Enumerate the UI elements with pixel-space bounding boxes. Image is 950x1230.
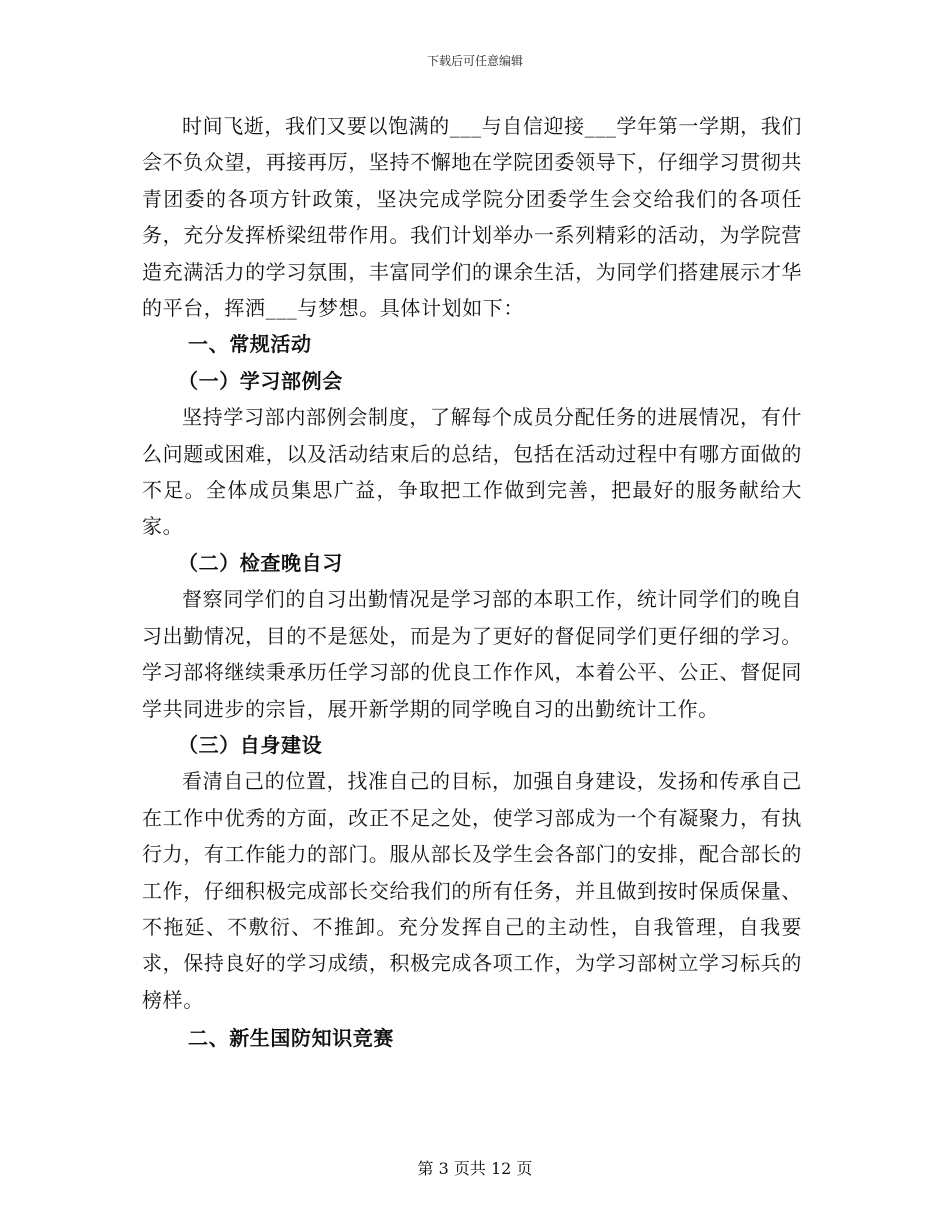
subsection-heading-evening-study-check: （二）检查晚自习: [178, 550, 343, 575]
paragraph-evening-study-check: 督察同学们的自习出勤情况是学习部的本职工作，统计同学们的晚自习出勤情况，目的不是惩处，而是为了更好的督促同学们更仔细的学习。学习部将继续秉承历任学习部的优良工作作风，本着公平、公正、督促同学共同进步的宗旨，展开新学期的同学晚自习的出勤统计工作。: [142, 587, 802, 721]
subsection-heading-department-meeting: （一）学习部例会: [178, 368, 343, 393]
paragraph-department-meeting: 坚持学习部内部例会制度，了解每个成员分配任务的进展情况，有什么问题或困难，以及活动结束后的总结，包括在活动过程中有哪方面做的不足。全体成员集思广益，争取把工作做到完善，把最好的服务献给大家。: [142, 405, 802, 539]
intro-paragraph: 时间飞逝，我们又要以饱满的___与自信迎接___学年第一学期，我们会不负众望，再接再厉，坚持不懈地在学院团委领导下，仔细学习贯彻共青团委的各项方针政策，坚决完成学院分团委学生会交给我们的各项任务，充分发挥桥梁纽带作用。我们计划举办一系列精彩的活动，为学院营造充满活力的学习氛围，丰富同学们的课余生活，为同学们搭建展示才华的平台，挥洒___与梦想。具体计划如下：: [142, 114, 802, 321]
section-heading-routine-activities: 一、常规活动: [188, 332, 312, 357]
subsection-heading-self-development: （三）自身建设: [178, 732, 323, 757]
page-number: 第 3 页共 12 页: [417, 1159, 533, 1178]
section-heading-defense-quiz: 二、新生国防知识竞赛: [188, 1026, 394, 1051]
paragraph-self-development: 看清自己的位置，找准自己的目标，加强自身建设，发扬和传承自己在工作中优秀的方面，改正不足之处，使学习部成为一个有凝聚力，有执行力，有工作能力的部门。服从部长及学生会各部门的安排，配合部长的工作，仔细积极完成部长交给我们的所有任务，并且做到按时保质保量、不拖延、不敷衍、不推卸。充分发挥自己的主动性，自我管理，自我要求，保持良好的学习成绩，积极完成各项工作，为学习部树立学习标兵的榜样。: [142, 769, 802, 1012]
page-header: 下载后可任意编辑: [426, 54, 523, 68]
document-body: [142, 108, 802, 1057]
